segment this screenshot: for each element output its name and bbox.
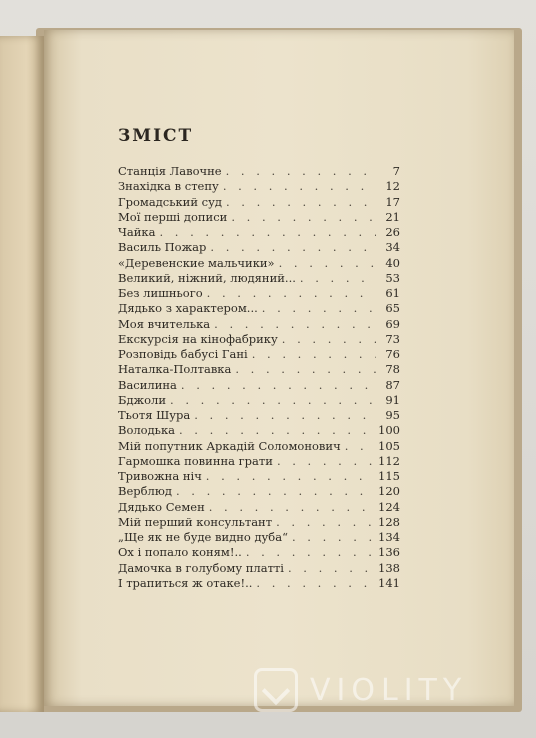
toc-entry-title: Розповідь бабусі Гані <box>118 347 248 361</box>
toc-entry <box>118 317 400 332</box>
toc-leader-dots <box>206 469 374 483</box>
toc-leader-dots <box>235 362 376 376</box>
toc-leader-dots <box>252 347 376 361</box>
toc-entry-title: Станція Лавочне <box>118 164 222 178</box>
toc-entry <box>118 164 400 179</box>
toc-entry <box>118 362 400 377</box>
toc-entry <box>118 286 400 301</box>
toc-entry-title: Без лишнього <box>118 286 203 300</box>
watermark <box>254 668 467 712</box>
toc-entry-page: 105 <box>378 438 400 453</box>
toc-leader-dots <box>300 271 376 285</box>
toc-entry-title: Мій попутник Аркадій Соломонович <box>118 438 341 453</box>
toc-entry-page: 26 <box>385 225 400 239</box>
toc-entry-page: 17 <box>385 194 400 209</box>
toc-entry-title: Чайка <box>118 225 156 239</box>
toc-entry <box>118 393 400 408</box>
toc-entry-page: 136 <box>378 545 400 560</box>
toc-entry <box>118 545 400 560</box>
toc-entry-page: 53 <box>385 270 400 285</box>
watermark-text: VIOLITY <box>310 672 468 708</box>
toc-leader-dots <box>181 378 376 392</box>
toc-entry-title: Екскурсія на кінофабрику <box>118 331 278 346</box>
toc-entry-page: 69 <box>385 316 400 331</box>
toc-entry-title: Дядько з характером... <box>118 301 258 316</box>
toc-leader-dots <box>226 195 376 209</box>
toc-entry <box>118 423 400 438</box>
toc-leader-dots <box>179 423 374 437</box>
toc-entry-page: 65 <box>385 301 400 316</box>
toc-entry <box>118 195 400 210</box>
toc-entry <box>118 225 400 240</box>
toc-entry <box>118 484 400 499</box>
toc-entry-page: 12 <box>385 179 400 194</box>
toc-entry-page: 21 <box>385 209 400 224</box>
toc-leader-dots <box>209 500 374 514</box>
toc-entry-page: 100 <box>378 423 400 438</box>
toc-heading: ЗМІСТ <box>118 126 194 146</box>
toc-entry-page: 61 <box>385 286 400 300</box>
toc-leader-dots <box>256 576 374 590</box>
toc-entry-title: Мої перші дописи <box>118 209 228 224</box>
toc-entry-title: Великий, ніжний, людяний... <box>118 270 296 285</box>
toc-entry <box>118 561 400 576</box>
toc-leader-dots <box>170 393 376 407</box>
toc-leader-dots <box>176 484 374 498</box>
toc-entry-page: 141 <box>378 575 400 590</box>
toc-entry-title: Мій перший консультант <box>118 514 273 529</box>
toc-entry <box>118 378 400 393</box>
toc-entry <box>118 454 400 469</box>
toc-entry-title: Тьотя Шура <box>118 408 191 422</box>
toc-entry-title: Ох і попало коням!.. <box>118 545 242 560</box>
toc-entry <box>118 332 400 347</box>
toc-entry <box>118 515 400 530</box>
toc-leader-dots <box>214 317 376 331</box>
toc-entry-page: 91 <box>385 392 400 407</box>
toc-leader-dots <box>231 210 376 224</box>
toc-entry <box>118 240 400 255</box>
toc-entry <box>118 530 400 545</box>
toc-entry-title: Громадський суд <box>118 194 222 209</box>
toc-leader-dots <box>194 408 376 422</box>
toc-entry-page: 128 <box>378 514 400 529</box>
toc-entry-page: 7 <box>392 164 400 178</box>
toc-entry-title: Моя вчителька <box>118 316 211 331</box>
toc-leader-dots <box>207 286 376 300</box>
toc-entry <box>118 301 400 316</box>
toc-entry-page: 138 <box>378 560 400 575</box>
toc-entry-title: Дядько Семен <box>118 499 205 514</box>
toc-entry-title: Наталка-Полтавка <box>118 362 232 377</box>
toc-entry-title: Володька <box>118 423 175 438</box>
toc-entry-page: 134 <box>378 530 400 544</box>
toc-leader-dots <box>223 179 376 193</box>
toc-leader-dots <box>226 164 376 178</box>
toc-leader-dots <box>279 256 376 270</box>
toc-entry-page: 34 <box>385 240 400 255</box>
toc-leader-dots <box>292 530 374 544</box>
violity-logo-icon <box>254 668 298 712</box>
toc-entry-title: Гармошка повинна грати <box>118 453 273 468</box>
toc-entry-page: 78 <box>385 362 400 377</box>
toc-leader-dots <box>262 301 376 315</box>
toc-entry-title: Верблюд <box>118 484 172 499</box>
toc-entry <box>118 576 400 591</box>
toc-entry-page: 76 <box>385 347 400 361</box>
toc-entry-title: І трапиться ж отаке!.. <box>118 575 253 590</box>
toc-entry-page: 87 <box>385 377 400 392</box>
toc-entry <box>118 500 400 515</box>
toc-leader-dots <box>246 545 374 559</box>
toc-entry <box>118 408 400 423</box>
toc-entry-page: 40 <box>385 255 400 270</box>
toc-entry-title: Василина <box>118 377 177 392</box>
toc-entry <box>118 210 400 225</box>
toc-entry <box>118 347 400 362</box>
toc-entry <box>118 179 400 194</box>
toc-leader-dots <box>345 439 374 453</box>
toc-entry-title: „Ще як не буде видно дуба“ <box>118 530 288 544</box>
toc-entry-title: Дамочка в голубому платті <box>118 560 284 575</box>
toc-entry-page: 115 <box>378 469 400 483</box>
toc-entry-page: 124 <box>378 499 400 514</box>
toc-entry-title: Тривожна ніч <box>118 469 202 483</box>
toc-leader-dots <box>276 515 374 529</box>
toc-leader-dots <box>288 561 374 575</box>
toc-leader-dots <box>159 225 376 239</box>
table-of-contents <box>118 164 400 591</box>
toc-entry <box>118 439 400 454</box>
toc-entry-title: «Деревенские мальчики» <box>118 255 275 270</box>
toc-entry-title: Знахідка в степу <box>118 179 219 194</box>
toc-entry-page: 73 <box>385 331 400 346</box>
toc-entry-title: Бджоли <box>118 392 167 407</box>
toc-leader-dots <box>277 454 374 468</box>
toc-entry-page: 120 <box>378 484 400 499</box>
toc-leader-dots <box>282 332 376 346</box>
toc-leader-dots <box>210 240 376 254</box>
left-page <box>0 36 44 712</box>
toc-entry <box>118 469 400 484</box>
toc-entry-page: 95 <box>385 408 400 422</box>
toc-entry <box>118 256 400 271</box>
toc-entry-page: 112 <box>378 453 400 468</box>
toc-entry <box>118 271 400 286</box>
toc-entry-title: Василь Пожар <box>118 240 207 255</box>
